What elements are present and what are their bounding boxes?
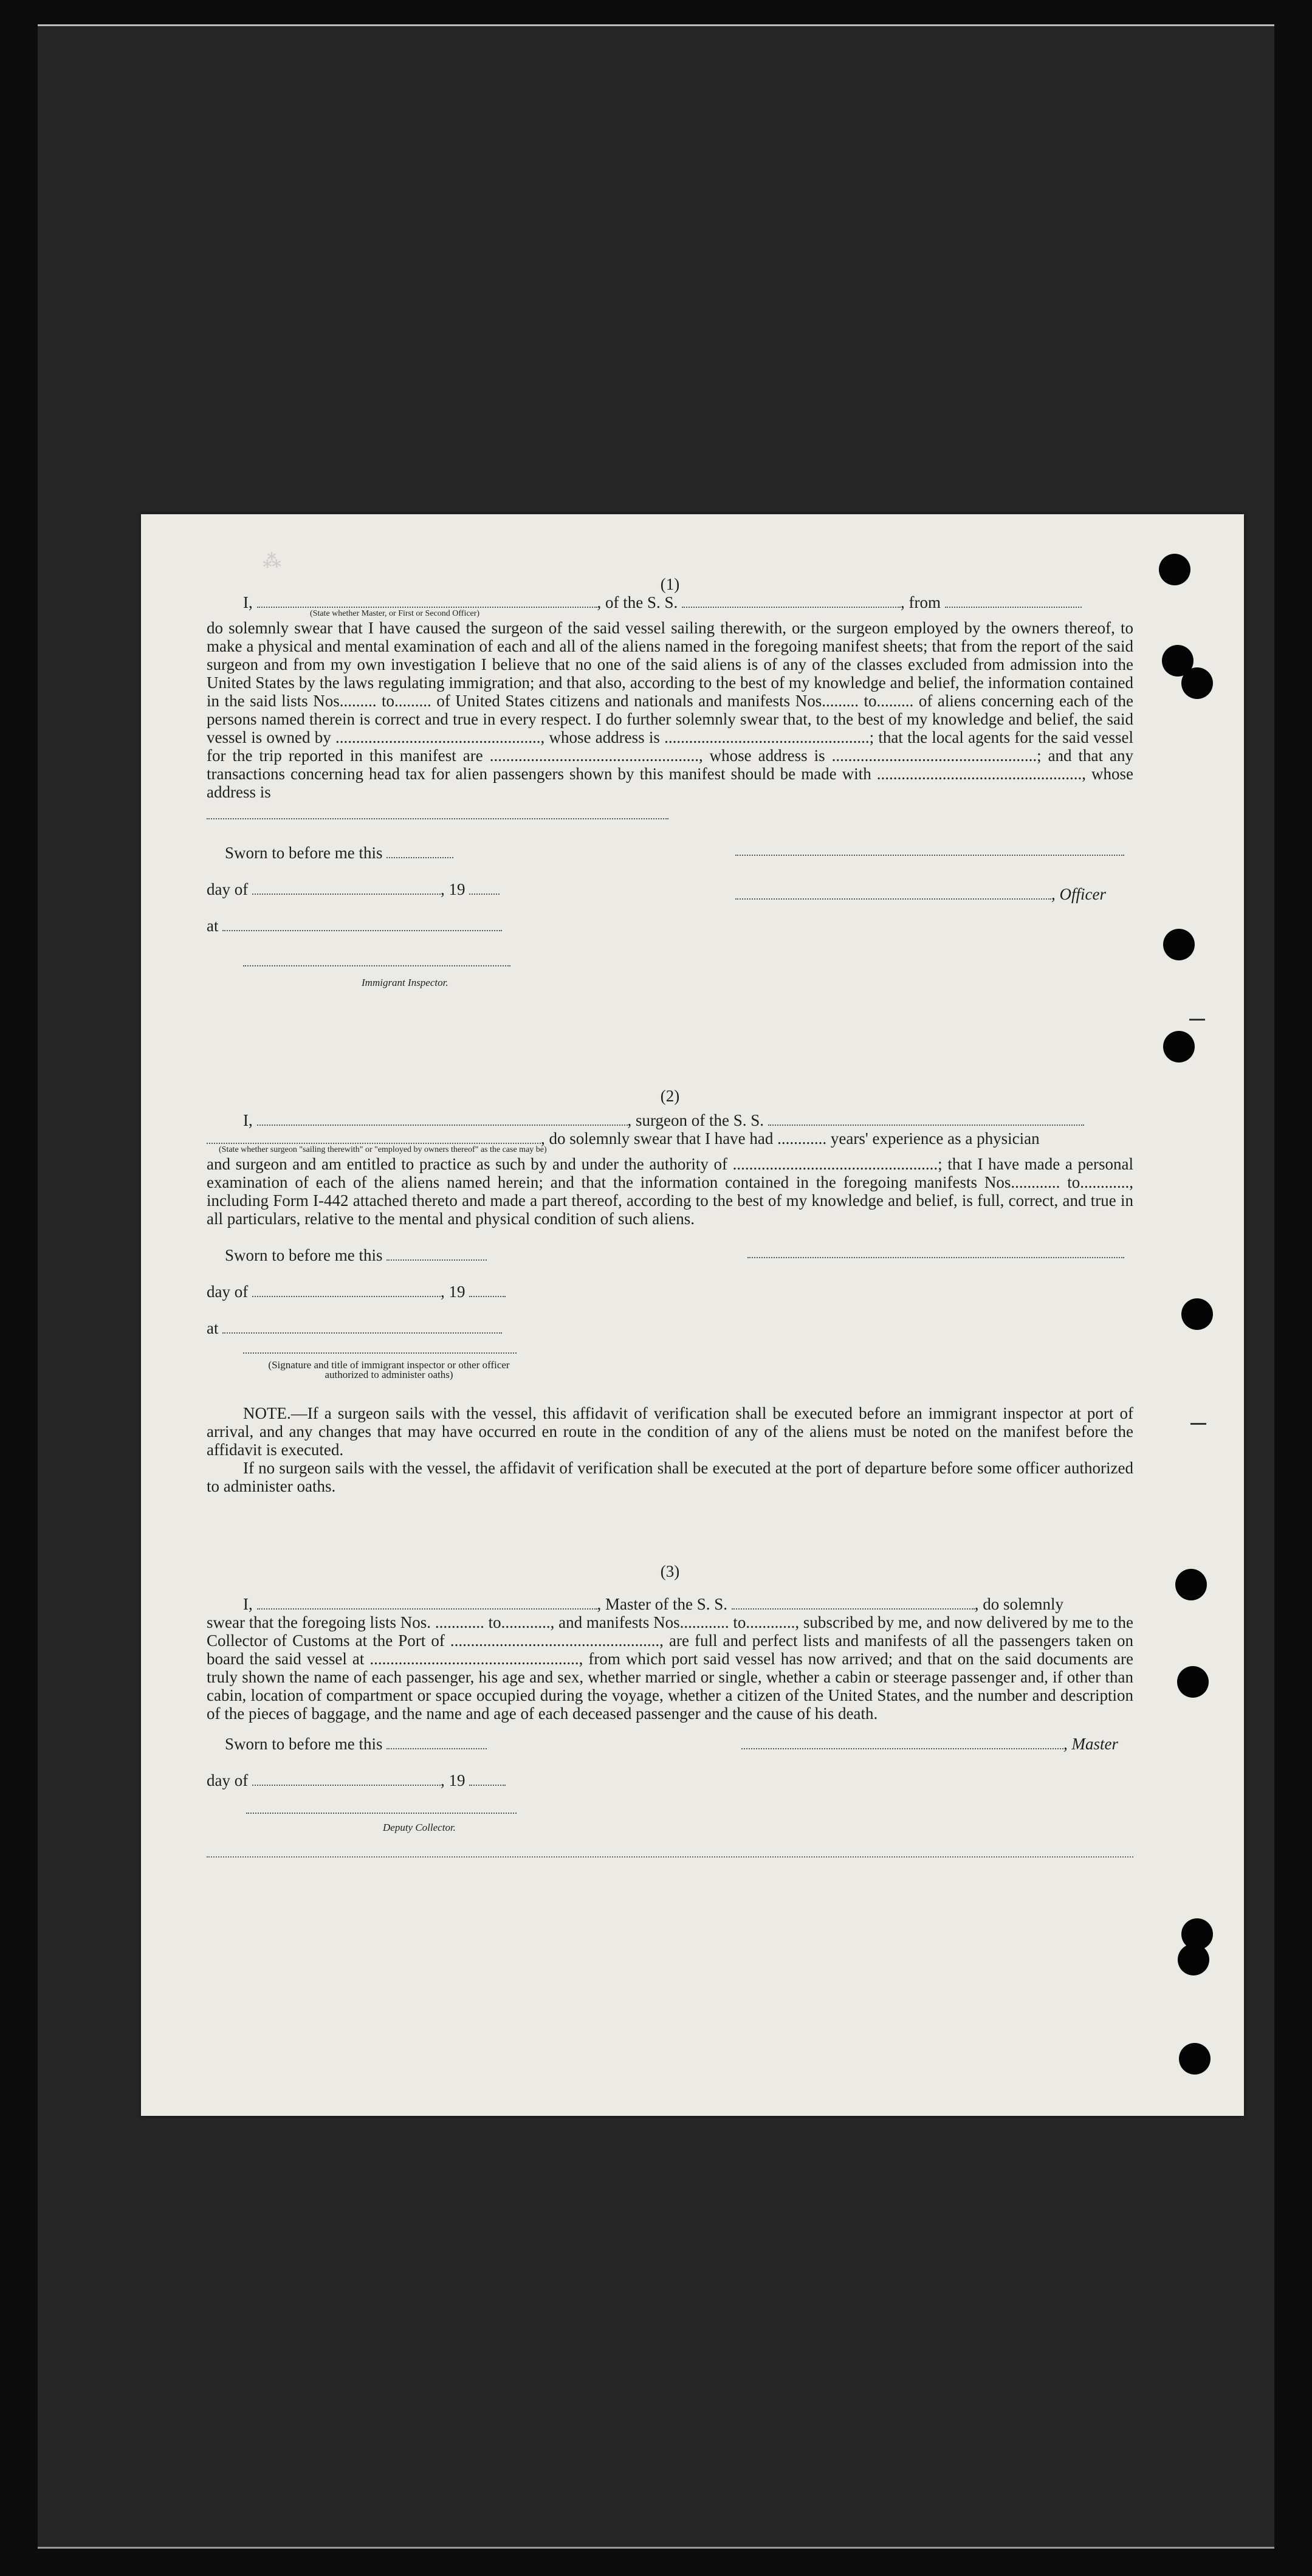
vessel-name-field-3[interactable]: [732, 1595, 975, 1610]
punch-hole: [1177, 1666, 1209, 1698]
text-i-3: I,: [243, 1595, 253, 1613]
sworn-row-2: [225, 1246, 487, 1264]
faint-bleedthrough-heading: ⁂: [262, 551, 283, 572]
year-label-2: , 19: [440, 1283, 465, 1301]
punch-hole: [1178, 1944, 1209, 1975]
officer-field[interactable]: [735, 885, 1051, 900]
affidavit-1-first-line: [207, 593, 1133, 611]
microfilm-frame: [38, 24, 1274, 2549]
vessel-name-field[interactable]: [682, 593, 901, 608]
master-signature-row: [741, 1735, 1118, 1753]
sworn-date-field-3[interactable]: [386, 1735, 487, 1749]
year-label-3: , 19: [440, 1771, 465, 1789]
sworn-label-3: Sworn to before me this: [225, 1735, 383, 1753]
sworn-date-field[interactable]: [386, 844, 453, 858]
day-of-label-3: day of: [207, 1771, 249, 1789]
manifest-page: [141, 514, 1244, 2116]
day-row-1: [207, 880, 500, 898]
note-paragraph-2: If no surgeon sails with the vessel, the affidavit of verification shall be executed at the port of departure before some officer authorized to administer oaths.: [207, 1459, 1133, 1495]
punch-hole: [1179, 2043, 1211, 2075]
surgeon-of-ss-label: , surgeon of the S. S.: [627, 1111, 764, 1129]
at-row-2: [207, 1319, 502, 1337]
master-name-field-3[interactable]: [257, 1595, 597, 1610]
affidavit-1-body: do solemnly swear that I have caused the surgeon of the said vessel sailing therewith, or the surgeon employed by the owners thereof, to make a physical and mental examination of each and all of the aliens named in the foregoing manifest sheets; that from the report of the said surgeon and from my own investigation I believe that no one of the said aliens is of any of the classes excluded from admission into the United States by the laws regulating immigration; and that also, according to the best of my knowledge and belief, the information contained in the said lists Nos......... to......... of United States citizens and nationals and manifests Nos......... to......... of aliens concerning each of the persons named therein is correct and true in every respect. I do further solemnly swear that, to the best of my knowledge and belief, the said vessel is owned by .................................................., whose address is ..................................................; that the local agents for the said vessel for the trip reported in this manifest are ..................................................., whose address is ..................................................; and that any transactions concerning head tax for alien passengers shown by this manifest should be made with .................................................., whose address is: [207, 619, 1133, 801]
punch-hole: [1163, 1031, 1195, 1062]
signature-block-1: [207, 838, 1133, 1002]
master-label: , Master: [1063, 1735, 1118, 1753]
officer-signature-line[interactable]: [735, 855, 1124, 856]
affidavit-3-body: swear that the foregoing lists Nos. ............ to............, and manifests Nos............ to............, subscribed by me, and now delivered by me to the Collector of Customs at the Port of ..................................................., are full and perfect lists and manifests of all the passengers taken on board the said vessel at ..................................................., from which port said vessel has now arrived; and that on the said documents are truly shown the name of each passenger, his age and sex, whether married or single, whether a cabin or steerage passenger and, if other than cabin, location of compartment or space occupied during the voyage, whether a citizen of the United States, and the number and description of the pieces of baggage, and the name and age of each deceased passenger and the cause of his death.: [207, 1613, 1133, 1723]
month-field-3[interactable]: [252, 1771, 441, 1786]
at-label: at: [207, 917, 219, 935]
year-field-2[interactable]: [469, 1283, 506, 1297]
surgeon-caption: (State whether surgeon "sailing therewith" or "employed by owners thereof" as the case may be): [219, 1145, 547, 1154]
edge-mark: [1190, 1423, 1206, 1425]
affidavit-2-body: and surgeon and am entitled to practice as such by and under the authority of ..................................................; that I have made a personal examination of each of the aliens named herein; and that the information contained in the foregoing manifests Nos............ to............, including Form I-442 attached thereto and made a part thereof, according to the best of my knowledge and belief, is full, correct, and true in all particulars, relative to the mental and physical condition of such aliens.: [207, 1155, 1133, 1228]
punch-hole: [1175, 1569, 1207, 1600]
at-row-1: [207, 917, 502, 935]
affidavit-master-delivery-section: [207, 1562, 1133, 1858]
inspector-signature-line[interactable]: [243, 965, 510, 966]
punch-hole: [1181, 667, 1213, 699]
surgeon-vessel-field[interactable]: [768, 1111, 1084, 1126]
of-the-ss-label: , of the S. S.: [597, 593, 678, 611]
do-solemnly-label: , do solemnly: [974, 1595, 1063, 1613]
section-number-1: (1): [660, 575, 680, 593]
sworn-row-3: [225, 1735, 487, 1753]
inspector-caption: Immigrant Inspector.: [362, 977, 448, 988]
affidavit-2-second-line: [207, 1129, 1133, 1148]
sworn-label-2: Sworn to before me this: [225, 1246, 383, 1264]
signature-block-3: [207, 1735, 1133, 1844]
collector-signature-line[interactable]: [246, 1813, 517, 1814]
officer-label: , Officer: [1051, 885, 1106, 903]
day-of-label-2: day of: [207, 1283, 249, 1301]
edge-mark: [1189, 1019, 1205, 1021]
page-content: [207, 575, 1133, 1858]
text-i-2: I,: [243, 1111, 253, 1129]
year-field-3[interactable]: [469, 1771, 506, 1786]
master-name-field[interactable]: [257, 593, 597, 608]
officer-row: [735, 885, 1106, 903]
oath-officer-caption: (Signature and title of immigrant inspector or other officer authorized to administer oaths): [268, 1359, 510, 1380]
from-label: , from: [901, 593, 941, 611]
address-field-tail[interactable]: [207, 805, 668, 819]
affidavit-master-section: [207, 575, 1133, 1002]
section-number-2: (2): [660, 1087, 680, 1105]
sworn-date-field-2[interactable]: [386, 1246, 487, 1261]
frame-edge: [38, 2547, 1274, 2549]
master-caption: (State whether Master, or First or Second Officer): [310, 609, 480, 618]
punch-hole: [1163, 929, 1195, 960]
collector-caption: Deputy Collector.: [383, 1822, 456, 1833]
punch-hole: [1159, 554, 1190, 585]
day-of-label: day of: [207, 880, 249, 898]
punch-hole: [1181, 1298, 1213, 1330]
affidavit-surgeon-section: [207, 1087, 1133, 1495]
place-field[interactable]: [222, 917, 502, 931]
place-field-2[interactable]: [222, 1319, 502, 1334]
oath-officer-signature-line[interactable]: [243, 1352, 517, 1354]
surgeon-signature-line[interactable]: [747, 1257, 1124, 1258]
month-field-2[interactable]: [252, 1283, 441, 1297]
surgeon-name-field[interactable]: [257, 1111, 628, 1126]
surgeon-status-field[interactable]: [207, 1129, 541, 1144]
sworn-row-1: [225, 844, 453, 862]
at-label-2: at: [207, 1319, 219, 1337]
from-port-field[interactable]: [945, 593, 1082, 608]
master-signature-field[interactable]: [741, 1735, 1063, 1749]
affidavit-2-first-line: [207, 1111, 1133, 1129]
text-i: I,: [243, 593, 253, 611]
affidavit-3-first-line: [207, 1595, 1133, 1613]
note-paragraph-1: NOTE.—If a surgeon sails with the vessel, this affidavit of verification shall be executed before an immigrant inspector at port of arrival, and any changes that may have occurred en route in the condition of any of the aliens must be noted on the manifest before the affidavit is executed.: [207, 1404, 1133, 1459]
signature-block-2: [207, 1246, 1133, 1404]
year-label: , 19: [440, 880, 465, 898]
experience-text: , do solemnly swear that I have had ............ years' experience as a physician: [541, 1129, 1040, 1148]
month-field[interactable]: [252, 880, 441, 895]
day-row-2: [207, 1283, 506, 1301]
master-of-ss-label: , Master of the S. S.: [597, 1595, 727, 1613]
section-number-3: (3): [660, 1562, 680, 1580]
bottom-rule: [207, 1856, 1133, 1858]
year-field[interactable]: [469, 880, 500, 895]
sworn-label: Sworn to before me this: [225, 844, 383, 862]
day-row-3: [207, 1771, 506, 1789]
